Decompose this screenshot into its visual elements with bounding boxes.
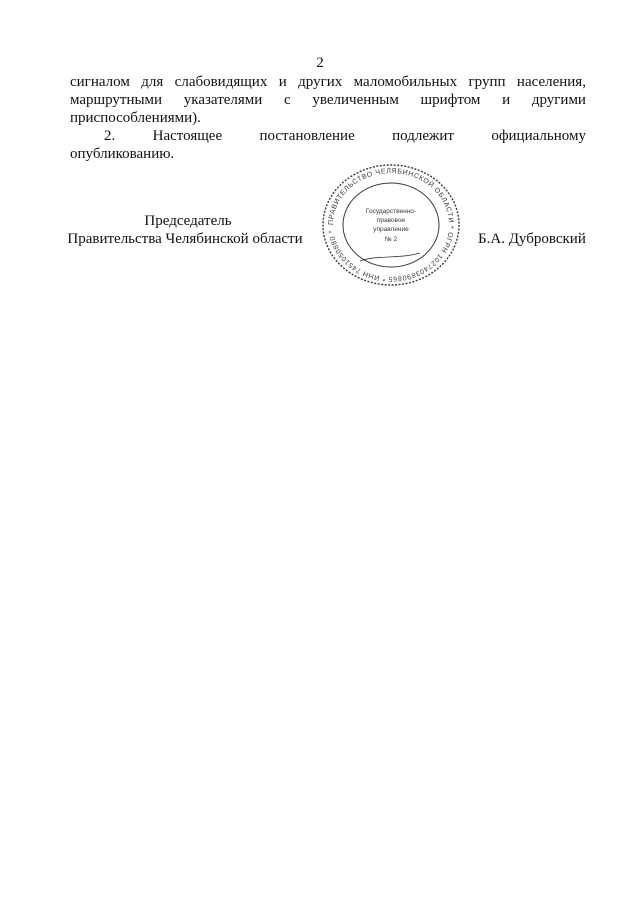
seal-middle-ring [343, 183, 439, 267]
word: и [278, 74, 287, 90]
word: слабовидящих [174, 74, 268, 90]
seal-inner-line-3: управление [373, 226, 409, 233]
seal-signature-stroke [360, 253, 420, 261]
seal-inner-line-1: Государственно- [365, 208, 417, 215]
word: и [502, 92, 511, 108]
svg-text:ПРАВИТЕЛЬСТВО ЧЕЛЯБИНСКОЙ ОБЛА [328, 168, 454, 282]
signatory-position-line-2: Правительства Челябинской области [67, 231, 303, 247]
word: указателями [183, 92, 263, 108]
body-line-1 [70, 73, 586, 91]
word: сигналом [70, 74, 130, 90]
signatory-name: Б.А. Дубровский [478, 231, 586, 247]
word: маршрутными [70, 92, 163, 108]
word: официальному [491, 128, 586, 144]
body-line-2 [70, 91, 586, 109]
word: для [141, 74, 164, 90]
word: другими [531, 92, 586, 108]
page-number: 2 [316, 55, 324, 71]
word: Настоящее [152, 128, 223, 144]
official-seal [320, 163, 462, 287]
body-line-4 [104, 127, 586, 145]
word: постановление [259, 128, 355, 144]
seal-inner-line-4: № 2 [384, 236, 398, 243]
seal-center [366, 208, 416, 243]
seal-inner-line-2: правовое [376, 217, 406, 224]
seal-outer-text: ПРАВИТЕЛЬСТВО ЧЕЛЯБИНСКОЙ ОБЛАСТИ * ОГРН 1027403890865 * ИНН 7451050880 * [327, 167, 455, 283]
word: шрифтом [420, 92, 481, 108]
body-line-3: приспособлениями). [70, 110, 201, 126]
word: населения, [516, 74, 586, 90]
word: 2. [104, 128, 116, 144]
word: других [298, 74, 343, 90]
word: увеличенным [312, 92, 399, 108]
signatory-position-line-1: Председатель [144, 213, 232, 229]
body-line-5: опубликованию. [70, 146, 175, 162]
word: маломобильных [353, 74, 458, 90]
word: подлежит [392, 128, 454, 144]
word: групп [468, 74, 506, 90]
word: с [284, 92, 291, 108]
